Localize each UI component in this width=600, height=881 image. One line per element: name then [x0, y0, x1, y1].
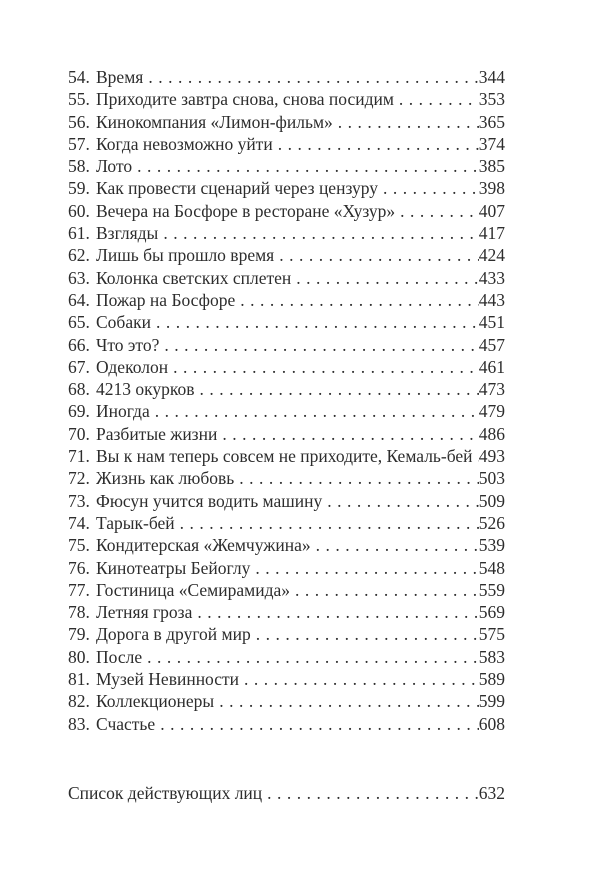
toc-entry-page: 417 [478, 223, 505, 244]
toc-entry [68, 267, 505, 289]
toc-entry-number: 69. [68, 401, 90, 422]
toc-entry-title: Музей Невинности [96, 669, 240, 690]
toc-entry-title: Лишь бы прошло время [96, 245, 275, 266]
toc-entry [68, 601, 505, 623]
toc-entry-title: Пожар на Босфоре [96, 289, 236, 310]
toc-entry-number: 71. [68, 446, 90, 467]
toc-entry-page: 374 [478, 133, 505, 154]
toc-entry [68, 713, 505, 735]
toc-entry-page: 503 [478, 468, 505, 489]
toc-entry-number: 60. [68, 200, 90, 221]
toc-entry-page: 583 [478, 646, 505, 667]
toc-entry-number: 61. [68, 223, 90, 244]
toc-entry-number: 64. [68, 289, 90, 310]
toc-entry [68, 579, 505, 601]
toc-entry-number: 54. [68, 67, 90, 87]
toc-entry-title: Иногда [96, 401, 150, 422]
toc-entry [68, 690, 505, 712]
toc-entry-page: 457 [478, 334, 505, 355]
toc-entry [68, 88, 505, 110]
toc-entry-title: Коллекционеры [96, 691, 215, 712]
toc-entry-number: 56. [68, 111, 90, 132]
toc-entry-page: 575 [478, 624, 505, 645]
dot-leader [394, 88, 479, 110]
toc-entry-title: Вечера на Босфоре в ресторане «Хузур» [96, 200, 396, 221]
toc-entry [68, 445, 505, 467]
toc-entry-page: 353 [478, 89, 505, 110]
toc-entry [68, 222, 505, 244]
dot-leader [378, 177, 479, 199]
toc-entry-title: Колонка светских сплетен [96, 267, 292, 288]
toc-entry-number: 80. [68, 646, 90, 667]
toc-entry [68, 534, 505, 556]
toc-entry [68, 557, 505, 579]
dot-leader [168, 356, 479, 378]
dot-leader [262, 782, 479, 804]
toc-entry-title: Что это? [96, 334, 160, 355]
toc-entry-page: 344 [478, 67, 505, 87]
dot-leader [151, 311, 479, 333]
toc-entry [68, 490, 505, 512]
toc-entry-page: 461 [478, 356, 505, 377]
toc-footer-entry [68, 782, 505, 804]
dot-leader [251, 623, 479, 645]
toc-entry-number: 62. [68, 245, 90, 266]
toc-entry-title: Дорога в другой мир [96, 624, 251, 645]
toc-entry-number: 81. [68, 669, 90, 690]
dot-leader [142, 646, 479, 668]
toc-entry-title: Время [96, 67, 144, 87]
toc-entry-number: 70. [68, 423, 90, 444]
toc-entry-page: 385 [478, 156, 505, 177]
toc-entry-title: Счастье [96, 713, 156, 734]
dot-leader [150, 400, 479, 422]
toc-entry-page: 493 [478, 446, 505, 467]
dot-leader [155, 713, 479, 735]
toc-entry [68, 668, 505, 690]
toc-entry-page: 407 [478, 200, 505, 221]
toc-entry-title: 4213 окурков [96, 379, 195, 400]
toc-entry-page: 589 [478, 669, 505, 690]
toc-entry-number: 76. [68, 557, 90, 578]
toc-entry [68, 423, 505, 445]
toc-entry [68, 311, 505, 333]
toc-entry [68, 111, 505, 133]
dot-leader [195, 378, 479, 400]
toc-entry-page: 398 [478, 178, 505, 199]
dot-leader [274, 244, 479, 266]
toc-list [68, 66, 505, 735]
toc-entry-page: 365 [478, 111, 505, 132]
toc-entry [68, 646, 505, 668]
toc-entry-title: Кондитерская «Жемчужина» [96, 535, 311, 556]
toc-entry [68, 133, 505, 155]
toc-entry-page: 509 [478, 490, 505, 511]
toc-entry-number: 59. [68, 178, 90, 199]
dot-leader [214, 690, 479, 712]
toc-entry-page: 486 [478, 423, 505, 444]
toc-entry [68, 512, 505, 534]
toc-entry-number: 74. [68, 512, 90, 533]
dot-leader [291, 267, 478, 289]
toc-entry-number: 72. [68, 468, 90, 489]
dot-leader [273, 133, 479, 155]
toc-entry-number: 78. [68, 602, 90, 623]
toc-entry [68, 200, 505, 222]
toc-entry-page: 479 [478, 401, 505, 422]
dot-leader [311, 534, 479, 556]
toc-entry-title: Приходите завтра снова, снова посидим [96, 89, 394, 110]
toc-entry-title: Кинотеатры Бейоглу [96, 557, 251, 578]
toc-entry-number: 79. [68, 624, 90, 645]
toc-entry [68, 289, 505, 311]
dot-leader [132, 155, 479, 177]
toc-entry-page: 569 [478, 602, 505, 623]
toc-entry-title: Одеколон [96, 356, 169, 377]
dot-leader [239, 668, 479, 690]
toc-entry-page: 424 [478, 245, 505, 266]
toc-entry-number: 75. [68, 535, 90, 556]
toc-entry-title: Собаки [96, 312, 151, 333]
toc-entry-title: Летняя гроза [96, 602, 193, 623]
toc-entry-title: Вы к нам теперь совсем не приходите, Кемаль-бей [96, 446, 473, 467]
dot-leader [192, 601, 478, 623]
dot-leader [175, 512, 479, 534]
toc-entry [68, 378, 505, 400]
dot-leader [395, 200, 479, 222]
toc-entry-page: 473 [478, 379, 505, 400]
toc-entry [68, 155, 505, 177]
toc-entry-page: 443 [478, 289, 505, 310]
toc-entry [68, 400, 505, 422]
toc-entry [68, 177, 505, 199]
toc-entry-page: 433 [478, 267, 505, 288]
toc-entry-title: Кинокомпания «Лимон-фильм» [96, 111, 333, 132]
toc-entry-number: 82. [68, 691, 90, 712]
toc-entry-page: 548 [478, 557, 505, 578]
toc-entry-title: Тарык-бей [96, 512, 175, 533]
dot-leader [217, 423, 478, 445]
toc-entry-title: Взгляды [96, 223, 159, 244]
dot-leader [290, 579, 479, 601]
toc-entry-number: 65. [68, 312, 90, 333]
toc-entry-number: 68. [68, 379, 90, 400]
toc-entry-title: Когда невозможно уйти [96, 133, 273, 154]
toc-entry-page: 559 [478, 579, 505, 600]
dot-leader [235, 289, 478, 311]
dot-leader [322, 490, 479, 512]
toc-entry-number: 66. [68, 334, 90, 355]
toc-entry-title: Как провести сценарий через цензуру [96, 178, 379, 199]
toc-entry-number: 73. [68, 490, 90, 511]
toc-entry-title: Гостиница «Семирамида» [96, 579, 291, 600]
toc-entry-page: 608 [478, 713, 505, 734]
toc-entry-page: 599 [478, 691, 505, 712]
toc-entry-number: 63. [68, 267, 90, 288]
toc-entry-title: Жизнь как любовь [96, 468, 235, 489]
dot-leader [158, 222, 478, 244]
toc-entry-title: После [96, 646, 143, 667]
dot-leader [333, 111, 479, 133]
toc-entry [68, 623, 505, 645]
toc-entry [68, 334, 505, 356]
toc-entry [68, 356, 505, 378]
toc-entry-number: 67. [68, 356, 90, 377]
toc-entry-title: Фюсун учится водить машину [96, 490, 323, 511]
toc-entry [68, 66, 505, 88]
dot-leader [234, 467, 478, 489]
toc-entry [68, 467, 505, 489]
dot-leader [250, 557, 478, 579]
toc-entry [68, 244, 505, 266]
toc-entry-number: 83. [68, 713, 90, 734]
toc-entry-page: 632 [478, 782, 505, 803]
toc-entry-title: Список действующих лиц [68, 782, 263, 803]
toc-entry-page: 539 [478, 535, 505, 556]
toc-entry-page: 451 [478, 312, 505, 333]
dot-leader [143, 66, 478, 88]
toc-entry-title: Лото [96, 156, 133, 177]
toc-entry-number: 58. [68, 156, 90, 177]
toc-entry-number: 55. [68, 89, 90, 110]
toc-entry-number: 57. [68, 133, 90, 154]
toc-entry-number: 77. [68, 579, 90, 600]
toc-entry-title: Разбитые жизни [96, 423, 218, 444]
toc-entry-page: 526 [478, 512, 505, 533]
dot-leader [159, 334, 478, 356]
